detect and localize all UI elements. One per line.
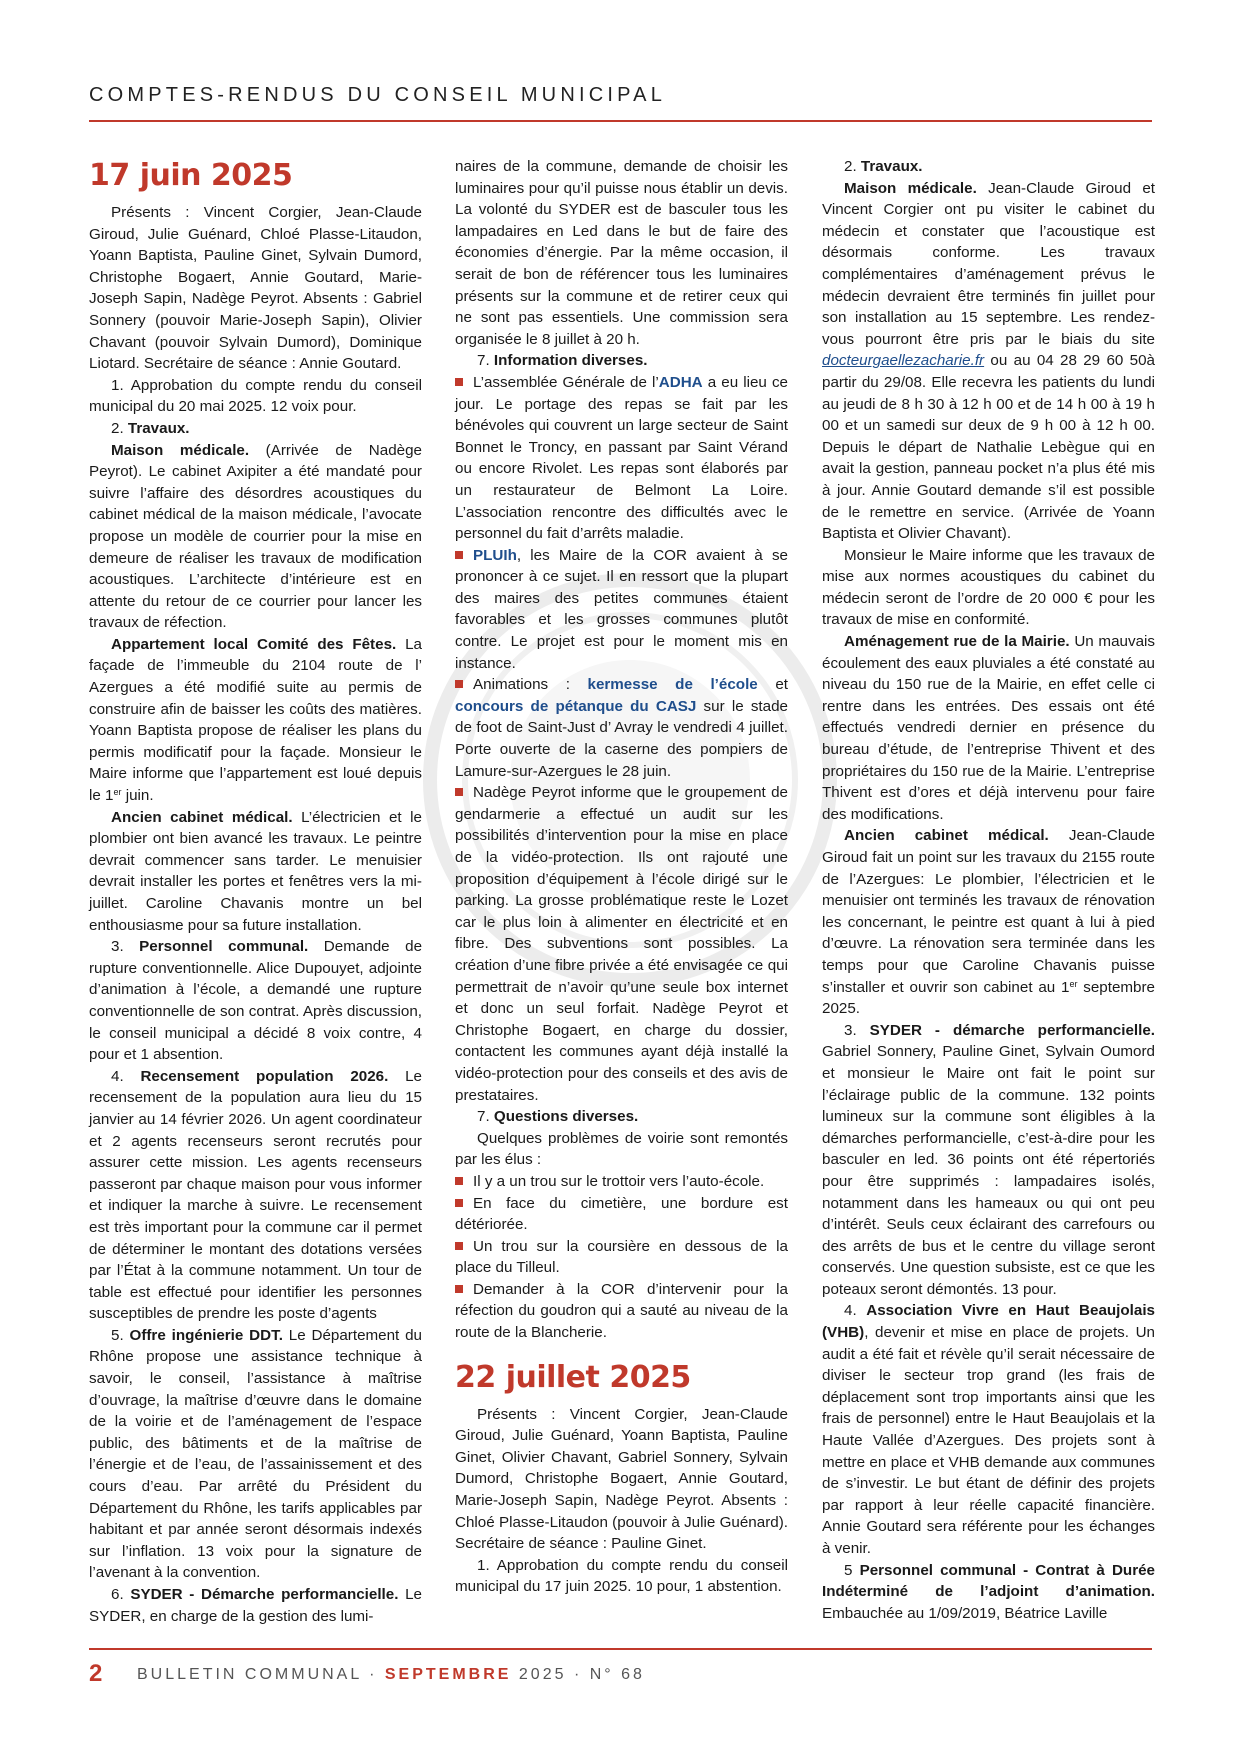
paragraph-text: L’assemblée Générale de l’ xyxy=(473,373,659,391)
agenda-item-4 xyxy=(89,1066,422,1325)
item-title: Personnel communal. xyxy=(139,938,309,956)
paragraph-text: ou au 04 28 29 60 50à partir du 29/08. Elle recevra les patients du lundi au jeudi de 8 h 30 à 12 h 00 et de 14 h 00 à 19 h 00 et un samedi sur deux de 9 h 00 à 12 h 00. Depuis le départ de Nathalie Lebègue qui en avait la gestion, panneau pocket n’a plus été mis à jour. Annie Goutard demande s’il est possible de le remettre en service. (Arrivée de Yoann Baptista et Olivier Chavant). xyxy=(822,352,1155,543)
bullet-square-icon xyxy=(455,1285,463,1293)
item-title: Personnel communal - Contrat à Durée Indéterminé de l’adjoint d’animation. xyxy=(822,1561,1156,1601)
item-title: Travaux. xyxy=(127,419,190,437)
questions-intro: Quelques problèmes de voirie sont remontés par les élus : xyxy=(455,1129,788,1169)
item-number: 5 xyxy=(844,1561,860,1579)
paragraph-text: Demander à la COR d’intervenir pour la réfection du goudron qui a sauté au niveau de la route de la Blancherie. xyxy=(455,1280,788,1342)
agenda-item-3 xyxy=(89,936,422,1066)
subheading: Aménagement rue de la Mairie. xyxy=(844,633,1070,651)
attendance-paragraph: Présents : Vincent Corgier, Jean-Claude Giroud, Julie Guénard, Chloé Plasse-Litaudon, Yoann Baptista, Pauline Ginet, Sylvain Dumord, Christophe Bogaert, Annie Goutard, Marie-Joseph Sapin, Nadège Peyrot. Absents : Gabriel Sonnery (pouvoir Marie-Joseph Sapin), Olivier Chavant (pouvoir Sylvain Dumord), Dominique Liotard. Secrétaire de séance : Annie Goutard. xyxy=(89,204,422,373)
agenda-item-3-juillet xyxy=(822,1020,1155,1301)
bullet-square-icon xyxy=(455,1199,463,1207)
paragraph-text: Embauchée au 1/09/2019, Béatrice Laville xyxy=(822,1604,1108,1622)
column-2 xyxy=(455,156,788,1598)
paragraph-text: , devenir et mise en place de projets. Un audit a été fait et révèle qu’il serait nécessaire de diviser le secteur trop grand (les frais de déplacement sont trop importants ainsi que les frais de personnel) entre le Haut Beaujolais et la Haute Vallée d’Azergues. Des projets sont à mettre en place et VHB demande aux communes de s’investir. Le but étant de définir des projets par rapport à leur réelle capacité financière. Annie Goutard sera référente pour les échanges à venir. xyxy=(822,1324,1155,1557)
question-bullet-4 xyxy=(455,1279,788,1344)
bullet-square-icon xyxy=(455,378,463,386)
paragraph-text: Gabriel Sonnery, Pauline Ginet, Sylvain Oumord et monsieur le Maire ont fait le point sur l’éclairage public de la commune. 132 points lumineux sur la commune sont éligibles à la démarches performancielle, c’est-à-dire pour les basculer en led. 36 points ont été répertoriés pour être supprimés : lampadaires isolés, notamment dans les hameaux ou qui ont peu d’intérêt. Seuls ceux éclairant des carrefours ou des arrêts de bus et le centre du village seront conservés. Une question subsiste, est ce que les poteaux seront démontés. 13 pour. xyxy=(822,1043,1155,1298)
footer-issue: 2025 · N° 68 xyxy=(511,1666,645,1683)
paragraph-text: septembre 2025. xyxy=(822,978,1155,1018)
subheading: Ancien cabinet médical. xyxy=(844,827,1049,845)
paragraph-text: En face du cimetière, une bordure est détériorée. xyxy=(455,1194,788,1234)
subheading: Appartement local Comité des Fêtes. xyxy=(111,635,397,653)
item-number: 3. xyxy=(844,1021,870,1039)
agenda-item-6 xyxy=(89,1584,422,1627)
item-number: 5. xyxy=(111,1326,130,1344)
agenda-item-7 xyxy=(455,350,788,372)
section-header: COMPTES-RENDUS DU CONSEIL MUNICIPAL xyxy=(89,84,667,106)
item-number: 2. xyxy=(844,158,861,175)
kermesse-link[interactable]: kermesse de l’école xyxy=(587,676,758,694)
bullet-pluih xyxy=(455,545,788,675)
appartement-paragraph xyxy=(89,634,422,807)
agenda-item-2 xyxy=(89,418,422,440)
subheading: Maison médicale. xyxy=(111,441,250,459)
paragraph-text: et xyxy=(757,676,788,694)
paragraph-text: Animations : xyxy=(473,676,588,694)
page-number: 2 xyxy=(89,1660,103,1687)
subheading: Maison médicale. xyxy=(844,179,977,197)
paragraph-text: Le recensement de la population aura lieu du 15 janvier au 14 février 2026. Un agent coordinateur et 2 agents recenseurs seront recrutés pour assurer cette mission. Les agents recenseurs passeront par chaque maison pour vous informer et indiquer la marche à suivre. Le recensement est très important pour la commune car il permet de déterminer le montant des dotations versées par l’État à la commune notamment. Un tour de table est effectué pour identifier les personnes susceptibles de prendre les poste d’agents xyxy=(89,1067,422,1323)
footer-rule xyxy=(89,1648,1152,1650)
meeting-date-heading: 17 juin 2025 xyxy=(89,158,293,193)
paragraph-text: sur le stade de foot de Saint-Just d’ Avray le vendredi 4 juillet. Porte ouverte de la caserne des pompiers de Lamure-sur-Azergues le 28 juin. xyxy=(455,697,788,780)
bullet-video-protection xyxy=(455,782,788,1106)
item-title: SYDER - Démarche performancielle. xyxy=(130,1586,399,1603)
paragraph-text: Il y a un trou sur le trottoir vers l’auto-école. xyxy=(473,1172,765,1190)
paragraph-text: a eu lieu ce jour. Le portage des repas se fait par les bénévoles qui couvrent un large secteur de Saint Bonnet le Troncy, en passant par Saint Vérand ou encore Rivolet. Les repas sont élaborés par un restaurateur de Belmont La Loire. L’association rencontre des difficultés avec le personnel du fait d’arrêts maladie. xyxy=(455,373,788,543)
petanque-link[interactable]: concours de pétanque du CASJ xyxy=(455,697,697,715)
paragraph-text: Nadège Peyrot informe que le groupement de gendarmerie a effectué un audit sur les possibilités d’intervention pour la mise en place de la vidéo-protection. Ils ont rajouté une proposition d’équipement à l’école dirigé sur le parking. La grosse problématique reste le Lozet car le plus loin à alimenter en électricité et en fibre. Des subventions sont possibles. La création d’une fibre privée a été envisagée ce qui permettrait de n’avoir qu’une seule box internet et donc un seul forfait. Nadège Peyrot et Christophe Bogaert, en charge du dossier, contactent les communes ayant déjà installé la vidéo-protection pour des conseils et des avis de prestataires. xyxy=(455,784,788,1104)
bullet-square-icon xyxy=(455,788,463,796)
item-number: 7. xyxy=(477,352,494,370)
item-number: 7. xyxy=(477,1108,494,1126)
paragraph-text: Un trou sur la coursière en dessous de la place du Tilleul. xyxy=(455,1237,788,1277)
subheading: Ancien cabinet médical. xyxy=(111,808,293,826)
bullet-square-icon xyxy=(455,1242,463,1250)
superscript: er xyxy=(1069,978,1078,989)
question-bullet-1 xyxy=(455,1171,788,1193)
question-bullet-2 xyxy=(455,1193,788,1236)
item-number: 4. xyxy=(844,1302,867,1320)
item-title: Offre ingénierie DDT. xyxy=(129,1326,283,1344)
item-number: 4. xyxy=(111,1067,141,1085)
footer-month: SEPTEMBRE xyxy=(384,1666,512,1683)
column-1 xyxy=(89,156,422,1627)
superscript: er xyxy=(113,787,122,798)
item-number: 3. xyxy=(111,938,140,956)
bullet-adha xyxy=(455,372,788,545)
footer-label: BULLETIN COMMUNAL · xyxy=(137,1666,385,1683)
paragraph-text: Demande de rupture conventionnelle. Alice Dupouyet, adjointe d’animation à l’école, a demandé une rupture conventionnelle de son contrat. Après discussion, le conseil municipal a décidé 8 voix contre, 4 pour et 1 absention. xyxy=(89,938,423,1064)
footer-text xyxy=(137,1666,645,1684)
header-rule xyxy=(89,120,1152,122)
item-title: Recensement population 2026. xyxy=(140,1067,389,1085)
agenda-item-5 xyxy=(89,1325,422,1584)
paragraph-text: (Arrivée de Nadège Peyrot). Le cabinet Axipiter a été mandaté pour suivre l’affaire des désordres acoustiques du cabinet médical de la maison médicale, l’avocate propose un modèle de courrier pour la mise en demeure de réaliser les travaux de modification acoustiques. L’architecte d’intérieure est en attente du retour de ce courrier pour lancer les travaux de réfection. xyxy=(89,441,422,632)
continued-paragraph: naires de la commune, demande de choisir les luminaires pour qu’il puisse nous établir un devis. La volonté du SYDER est de basculer tous les lampadaires en Led dans le but de faire des économies d’énergie. Par la même occasion, il serait de bon de référencer tous les luminaires présents sur la commune et de retirer ceux qui ne sont pas essentiels. Une commission sera organisée le 8 juillet à 20 h. xyxy=(455,158,788,348)
item-title: SYDER - démarche performancielle. xyxy=(869,1021,1156,1039)
paragraph-text: , les Maire de la COR avaient à se prononcer à ce sujet. Il en ressort que la plupart des maires des petites communes étaient favorables et les grosses communes plutôt contre. Le projet est pour le moment mis en instance. xyxy=(455,546,788,672)
agenda-item-1-juillet: 1. Approbation du compte rendu du conseil municipal du 17 juin 2025. 10 pour, 1 abstention. xyxy=(455,1556,788,1596)
agenda-item-4-juillet xyxy=(822,1300,1155,1559)
item-number: 2. xyxy=(111,419,128,437)
adha-link[interactable]: ADHA xyxy=(658,373,703,391)
pluih-link[interactable]: PLUIh xyxy=(473,546,517,564)
bullet-square-icon xyxy=(455,1177,463,1185)
paragraph-text: L’électricien et le plombier ont bien avancé les travaux. Le peintre devrait commencer sans tarder. Le menuisier devrait installer les portes et fenêtres vers la mi-juillet. Caroline Chavanis montre un bel enthousiasme pour sa future installation. xyxy=(89,808,422,934)
amenagement-paragraph xyxy=(822,631,1155,825)
maire-paragraph: Monsieur le Maire informe que les travaux de mise aux normes acoustiques du cabinet du médecin seront de l’ordre de 20 000 € pour les travaux de mise en conformité. xyxy=(822,546,1155,629)
agenda-item-5-juillet xyxy=(822,1560,1155,1625)
agenda-item-2-juillet xyxy=(822,156,1155,178)
question-bullet-3 xyxy=(455,1236,788,1279)
meeting-date-heading-2: 22 juillet 2025 xyxy=(455,1359,691,1395)
maison-medicale-paragraph-2 xyxy=(822,178,1155,545)
ancien-cabinet-paragraph-2 xyxy=(822,825,1155,1019)
website-link[interactable]: docteurgaellezacharie.fr xyxy=(822,352,985,370)
ancien-cabinet-paragraph xyxy=(89,807,422,937)
bullet-animations xyxy=(455,674,788,782)
paragraph-text: Jean-Claude Giroud fait un point sur les travaux du 2155 route de l’Azergues: Le plombier, l’électricien et le menuisier ont terminés les travaux de rénovation les concernant, le peintre est quant à lui à pied d’œuvre. La rénovation sera terminée dans les temps pour que Caroline Chavanis puisse s’installer et ouvrir son cabinet au 1 xyxy=(822,827,1155,996)
bullet-square-icon xyxy=(455,680,463,688)
item-number: 6. xyxy=(111,1586,131,1603)
maison-medicale-paragraph xyxy=(89,440,422,634)
paragraph-text: Un mauvais écoulement des eaux pluviales a été constaté au niveau du 150 rue de la Mairie, en effet celle ci rentre dans les entrées. Des essais ont été effectués vendredi dernier en présence du bureau d’étude, de l’entreprise Thivent et des propriétaires du 150 rue de la Mairie. L’entreprise Thivent est d’ores et déjà intervenu pour faire des modifications. xyxy=(822,633,1155,823)
item-title: Questions diverses. xyxy=(493,1108,639,1126)
paragraph-text: juin. xyxy=(121,787,154,805)
column-3 xyxy=(822,156,1155,1624)
bullet-square-icon xyxy=(455,551,463,559)
paragraph-text: Jean-Claude Giroud et Vincent Corgier ont pu visiter le cabinet du médecin et constater que l’acoustique est désormais conforme. Les travaux complémentaires d’aménagement prévus le médecin devraient être terminés fin juillet pour son installation au 15 septembre. Les rendez-vous pourront être pris par le biais du site xyxy=(822,179,1156,348)
paragraph-text: La façade de l’immeuble du 2104 route de l’ Azergues a été modifié suite au permis de construire afin de baisser les coûts des matières. Yoann Baptista propose de réaliser les plans du permis modificatif pour la façade. Monsieur le Maire informe que l’appartement est loué depuis le 1 xyxy=(89,635,422,805)
paragraph-text: Le Département du Rhône propose une assistance technique à savoir, le conseil, l’assistance à maîtrise d’ouvrage, la maîtrise d’œuvre dans le domaine de la voirie et de l’aménagement de l’espace public, des bâtiments et de la maîtrise de l’énergie et de l’eau, de l’assainissement et des cours d’eau. Par arrêté du Président du Département du Rhône, les tarifs applicables par habitant et par année seront désormais indexés sur l’inflation. 13 voix pour la signature de l’avenant à la convention. xyxy=(89,1326,422,1582)
item-title: Association Vivre en Haut Beaujolais (VHB) xyxy=(822,1302,1156,1342)
item-title: Travaux. xyxy=(860,158,923,175)
attendance-paragraph-2: Présents : Vincent Corgier, Jean-Claude Giroud, Julie Guénard, Yoann Baptista, Pauline Ginet, Olivier Chavant, Gabriel Sonnery, Sylvain Dumord, Christophe Bogaert, Annie Goutard, Marie-Joseph Sapin, Nadège Peyrot. Absents : Chloé Plasse-Litaudon (pouvoir à Julie Guénard). Secrétaire de séance : Pauline Ginet. xyxy=(455,1405,788,1553)
item-title: Information diverses. xyxy=(493,352,648,370)
agenda-item-questions xyxy=(455,1106,788,1128)
agenda-item-1: 1. Approbation du compte rendu du conseil municipal du 20 mai 2025. 12 voix pour. xyxy=(89,376,422,416)
paragraph-text: Le SYDER, en charge de la gestion des lumi- xyxy=(89,1586,422,1625)
